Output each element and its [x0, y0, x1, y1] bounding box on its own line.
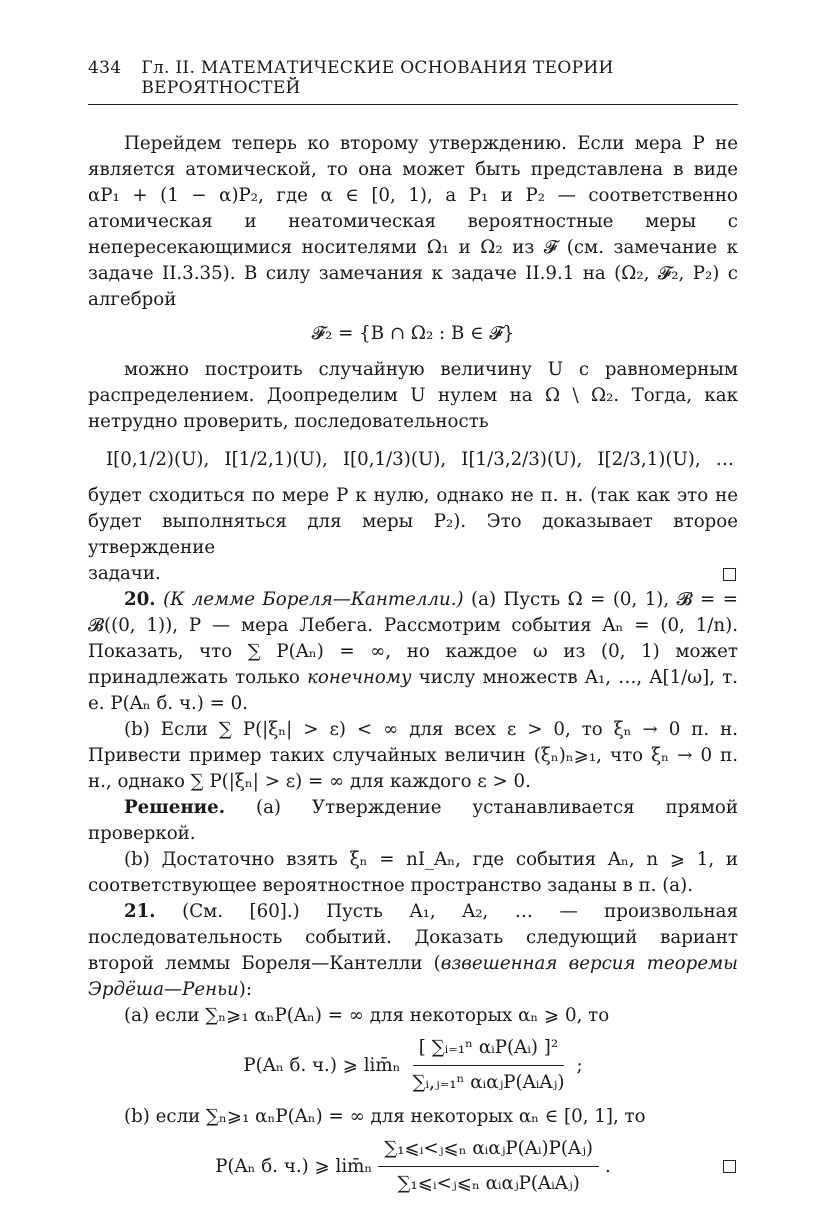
formula-b [88, 1136, 738, 1197]
problem-21 [88, 899, 738, 1003]
problem-20-emphasis: конечному [307, 667, 412, 688]
seq-term: I[0,1/3)(U), [342, 449, 447, 470]
formula-b-fraction [378, 1136, 599, 1197]
seq-term: I[0,1/2)(U), [106, 449, 210, 470]
formula-a-lhs: P(Aₙ б. ч.) ⩾ lim̄ₙ [243, 1054, 401, 1076]
problem-20 [88, 587, 738, 717]
formula-a [88, 1035, 738, 1096]
seq-term: I[1/3,2/3)(U), [461, 449, 583, 470]
formula-b-lhs: P(Aₙ б. ч.) ⩾ lim̄ₙ [215, 1155, 373, 1177]
problem-20-b: (b) Если ∑ P(|ξₙ| > ε) < ∞ для всех ε > 0, то ξₙ → 0 п. н. Привести пример таких случайных величин (ξₙ)ₙ⩾₁, что ξₙ → 0 п. н., однако ∑ P(|ξₙ| > ε) = ∞ для каждого ε > 0. [88, 719, 738, 792]
body-text [88, 131, 738, 1197]
problem-20-tail: числу множеств A₁, …, A[1/ω], т. е. P(Aₙ б. ч.) = 0. [88, 667, 738, 714]
problem-21-a: (a) если ∑ₙ⩾₁ αₙP(Aₙ) = ∞ для некоторых αₙ ⩾ 0, то [124, 1005, 610, 1026]
problem-21-text: (См. [60].) Пусть A₁, A₂, … — произвольная последовательность событий. Доказать следующий вариант второй леммы Бореля—Кантелли ( [88, 901, 738, 974]
solution-b: (b) Достаточно взять ξₙ = nI_Aₙ, где события Aₙ, n ⩾ 1, и соответствующее вероятностное пространство заданы в п. (a). [88, 849, 738, 896]
formula-b-numerator: ∑₁⩽ᵢ<ⱼ⩽ₙ αᵢαⱼP(Aᵢ)P(Aⱼ) [378, 1136, 599, 1167]
equation-algebra: 𝓕₂ = {B ∩ Ω₂ : B ∈ 𝓕} [311, 323, 515, 344]
paragraph-3: будет сходиться по мере P к нулю, однако не п. н. (так как это не будет выполняться для меры P₂). Это доказывает второе утверждение [88, 485, 738, 558]
solution-text: (a) Утверждение устанавливается прямой проверкой. [88, 797, 738, 844]
paragraph-3-tail: задачи. [88, 563, 161, 584]
seq-term: I[2/3,1)(U), [597, 449, 701, 470]
problem-20-number: 20. [124, 589, 156, 610]
problem-21-b: (b) если ∑ₙ⩾₁ αₙP(Aₙ) = ∞ для некоторых αₙ ∈ [0, 1], то [124, 1106, 646, 1127]
qed-square-icon [723, 568, 736, 581]
indicator-sequence [106, 447, 734, 473]
problem-21-emphasis: взвешенная версия теоремы Эрдёша—Реньи [88, 953, 738, 1000]
book-page [88, 58, 738, 1205]
problem-20-title: (К лемме Бореля—Кантелли.) [163, 589, 464, 610]
paragraph-3-end [88, 561, 738, 587]
seq-term: I[1/2,1)(U), [224, 449, 328, 470]
qed-square-icon [723, 1160, 736, 1173]
formula-b-denominator: ∑₁⩽ᵢ<ⱼ⩽ₙ αᵢαⱼP(AᵢAⱼ) [397, 1173, 580, 1194]
formula-a-fraction [406, 1035, 570, 1096]
page-number: 434 [88, 58, 122, 78]
paragraph-1: Перейдем теперь ко второму утверждению. Если мера P не является атомической, то она может быть представлена в виде αP₁ + (1 − α)P₂, где α ∈ [0, 1), а P₁ и P₂ — соответственно атомическая и неатомическая вероятностные меры с непересекающимися носителями Ω₁ и Ω₂ из 𝓕 (см. замечание к задаче II.3.35). В силу замечания к задаче II.9.1 на (Ω₂, 𝓕₂, P₂) с алгеброй [88, 133, 738, 310]
problem-21-end: ): [238, 979, 252, 1000]
problem-21-number: 21. [124, 901, 156, 922]
problem-20-text: (a) Пусть Ω = (0, 1), 𝓑 = = 𝓑((0, 1)), P — мера Лебега. Рассмотрим события Aₙ = (0, 1/n). Показать, что ∑ P(Aₙ) = ∞, но каждое ω из (0, 1) может принадлежать только [88, 589, 738, 688]
paragraph-2: можно построить случайную величину U с равномерным распределением. Доопределим U нулем на Ω \ Ω₂. Тогда, как нетрудно проверить, последовательность [88, 359, 738, 432]
formula-a-end: ; [576, 1054, 583, 1076]
solution-label: Решение. [124, 797, 226, 818]
running-header [88, 58, 738, 105]
solution [88, 795, 738, 847]
running-title: Гл. II. МАТЕМАТИЧЕСКИЕ ОСНОВАНИЯ ТЕОРИИ ВЕРОЯТНОСТЕЙ [141, 58, 614, 98]
formula-a-denominator: ∑ᵢ,ⱼ₌₁ⁿ αᵢαⱼP(AᵢAⱼ) [412, 1072, 565, 1093]
formula-b-end: . [605, 1155, 611, 1177]
formula-a-numerator: [ ∑ᵢ₌₁ⁿ αᵢP(Aᵢ) ]² [413, 1035, 564, 1066]
seq-term: … [715, 449, 734, 470]
